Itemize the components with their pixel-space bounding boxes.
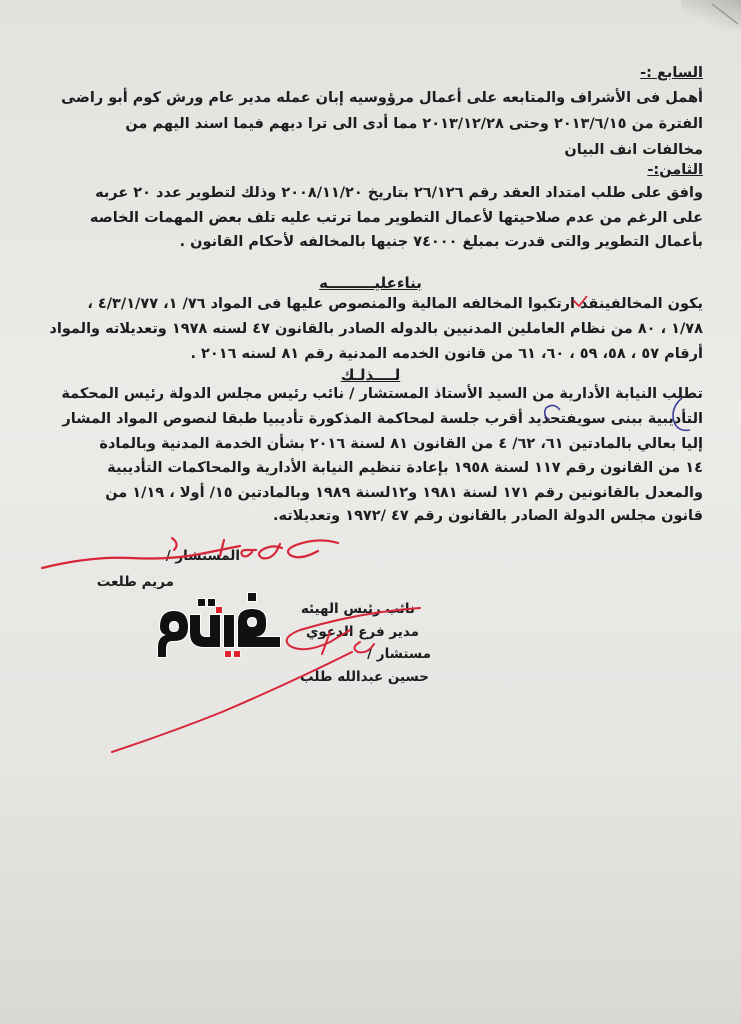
eighth-line-3: بأعمال التطوير والتى قدرت بمبلغ ٧٤٠٠٠ جنيها بالمخالفه لأحكام القانون . [179, 234, 703, 250]
therefore-line-4: ١٤ من القانون رقم ١١٧ لسنة ١٩٥٨ بإعادة تنظيم النيابة الأدارية والمحاكمات التأديبية [107, 460, 703, 476]
seventh-line-1: أهمل فى الأشراف والمتابعه على أعمال مرؤوسيه إبان عمله مدير عام ورش كوم أبو راضى [61, 90, 703, 106]
based-on-line-3: أرقام ٥٧ ، ٥٨، ٥٩ ، ٦٠، ٦١ من قانون الخدمه المدنية رقم ٨١ لسنه ٢٠١٦ . [190, 346, 703, 362]
signature-2-line-1: نائب رئيس الهيئه [300, 601, 415, 617]
signature-2-line-2: مدير فرع الدعوي [305, 624, 419, 640]
seventh-heading: السابع :- [640, 65, 703, 81]
seventh-line-3: مخالفات انف البيان [564, 142, 703, 158]
therefore-line-6: قانون مجلس الدولة الصادر بالقانون رقم ٤٧ /١٩٧٢ وتعديلاته. [272, 508, 703, 524]
based-on-heading: بناءعليـــــــــه [319, 274, 422, 292]
signature-1-name: مريم طلعت [96, 574, 174, 590]
eighth-line-2: على الرغم من عدم صلاحيتها لأعمال التطوير مما ترتب عليه تلف بعض المهمات الخاصه [89, 210, 703, 226]
therefore-line-3: إليا بعالي بالمادتين ٦١، ٦٢/ ٤ من القانون ٨١ لسنة ٢٠١٦ بشأن الخدمة المدنية وبالمادة [99, 436, 703, 452]
signature-2-name: حسين عبدالله طلب [300, 669, 429, 685]
therefore-line-1: تطلب النيابة الأدارية من السيد الأستاذ المستشار / نائب رئيس مجلس الدولة رئيس المحكمة [61, 386, 703, 402]
vetogate-logo [152, 585, 292, 665]
therefore-line-2: التأديبية ببنى سويفتحديد أقرب جلسة لمحاكمة المذكورة تأديبيا طبقا لنصوص المواد المشار [62, 411, 703, 427]
seventh-line-2: الفترة من ٢٠١٣/٦/١٥ وحتى ٢٠١٣/١٢/٢٨ مما أدى الى ترا ديهم فيما اسند اليهم من [125, 116, 703, 132]
based-on-line-2: ١/٧٨ ، ٨٠ من نظام العاملين المدنيين بالدوله الصادر بالقانون ٤٧ لسنه ١٩٧٨ وتعديلاته والمواد [49, 321, 703, 337]
page-crease-shadow [681, 0, 741, 30]
therefore-line-5: والمعدل بالقانونين رقم ١٧١ لسنة ١٩٨١ و١٢لسنة ١٩٨٩ وبالمادتين ١٥/ أولا ، ١/١٩ من [105, 485, 703, 501]
eighth-heading: الثامن:- [647, 162, 703, 178]
signature-1-title: المستشار / [165, 548, 240, 564]
therefore-heading: لــــذلـك [340, 366, 401, 384]
signature-2-line-3: مستشار / [367, 646, 431, 662]
eighth-line-1: وافق على طلب امتداد العقد رقم ٢٦/١٢٦ بتاريخ ٢٠٠٨/١١/٢٠ وذلك لتطوير عدد ٢٠ عربه [95, 185, 703, 201]
based-on-line-1: يكون المخالفينقد ارتكبوا المخالفه المالية والمنصوص عليها فى المواد ٧٦/ ١، ٤/٣/١/٧٧ ، [87, 296, 703, 312]
